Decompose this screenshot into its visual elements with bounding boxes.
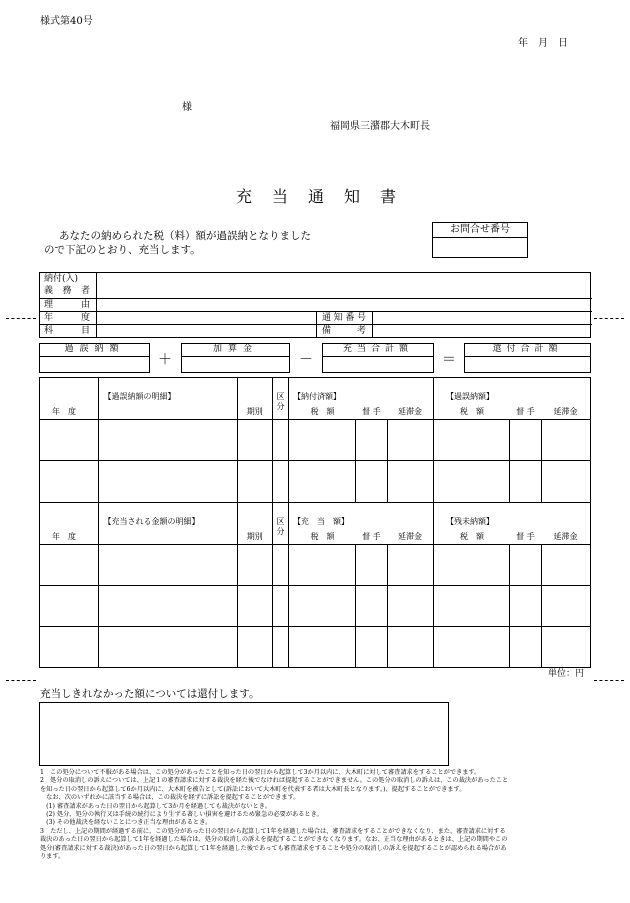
reason-label: 理由 xyxy=(44,300,90,310)
table-row xyxy=(40,545,591,586)
detail2-header-row xyxy=(40,503,591,545)
additional-amount-label: 加算金 xyxy=(182,344,289,357)
refund-box xyxy=(39,702,449,766)
detail2-applied-group xyxy=(288,503,433,545)
inquiry-label: お問合せ番号 xyxy=(433,223,527,238)
detail1-period-header: 期別 xyxy=(237,378,273,420)
detail2-remaining-group xyxy=(433,503,590,545)
detail2-dunning-header: 督 手 xyxy=(362,532,381,541)
detail1-tax2-header: 税 額 xyxy=(459,407,484,416)
detail2-period-header: 期別 xyxy=(237,503,273,545)
table-row xyxy=(40,627,591,668)
minus-sign: － xyxy=(299,352,313,368)
divider xyxy=(96,325,97,338)
divider xyxy=(96,312,97,325)
detail2-applied-header: 【充 当 額】 xyxy=(292,517,349,526)
issuer-name: 福岡県三潴郡大木町長 xyxy=(330,121,430,132)
remarks-label: 備考 xyxy=(322,326,366,336)
note-line: 3 ただし、上記の期間が経過する前に、この処分があった日の翌日から起算して1年を経過した場合は、審査請求をすることができなくなり、また、審査請求に対する xyxy=(40,827,506,835)
notice-number-label: 通知番号 xyxy=(322,313,366,323)
table-row xyxy=(40,420,591,461)
detail1-year-header: 年 度 xyxy=(40,378,99,420)
note-line: 裁決のあった日の翌日から起算して1年を経過した場合は、処分の取消しの訴えを提起することができなくなります。なお、正当な理由があるときは、上記の期間やこの xyxy=(40,836,508,844)
detail2-dunning2-header: 督 手 xyxy=(516,532,535,541)
detail1-dunning-header: 督 手 xyxy=(362,407,381,416)
detail2-late-fee2-header: 延滞金 xyxy=(553,532,578,541)
intro-line-1: あなたの納められた税（料）額が過誤納となりました xyxy=(59,230,311,242)
divider xyxy=(96,273,97,299)
equals-sign: ＝ xyxy=(442,352,456,368)
note-line: (3) その他裁決を経ないことにつき正当な理由があるとき。 xyxy=(40,819,212,827)
detail2-tax2-header: 税 額 xyxy=(459,532,484,541)
refund-total-box xyxy=(464,343,591,373)
detail1-paid-header: 【納付済額】 xyxy=(292,392,341,401)
applied-total-box xyxy=(322,343,434,373)
note-line: (2) 処分、処分の執行又は手続の続行により生ずる著しい損害を避けるため緊急の必要があるとき。 xyxy=(40,811,323,819)
detail1-tax-header: 税 額 xyxy=(310,407,335,416)
detail-table xyxy=(39,377,591,668)
detail1-late-fee-header: 延滞金 xyxy=(397,407,422,416)
payer-row xyxy=(40,273,592,299)
note-line: 2 処分の取消しの訴えについては、上記１の審査請求に対する裁決を経た後でなければ提起することができません。この処分の取消しの訴えは、この裁決があったこと xyxy=(40,777,509,785)
notes xyxy=(40,769,590,861)
detail2-category-header: 区分 xyxy=(273,503,289,545)
note-line: なお、次のいずれかに該当する場合は、この裁決を経ずに訴訟を提起することができます。 xyxy=(40,794,300,802)
note-line: ります。 xyxy=(40,853,65,861)
detail1-late-fee2-header: 延滞金 xyxy=(553,407,578,416)
note-line: (1) 審査請求があった日の翌日から起算して3か月を経過しても裁決がないとき。 xyxy=(40,802,271,810)
divider xyxy=(96,299,97,312)
item-label: 科目 xyxy=(44,326,90,336)
detail2-late-fee-header: 延滞金 xyxy=(397,532,422,541)
refund-note: 充当しきれなかった額については還付します。 xyxy=(40,688,260,700)
year-label: 年度 xyxy=(44,313,90,323)
note-line: 処分(審査請求に対する裁決)があった日の翌日から起算して1年を経過した後であっても審査請求をすることや処分の取消しの訴えを提起することが認められる場合があ xyxy=(40,844,507,852)
info-table xyxy=(39,272,591,338)
fold-mark xyxy=(6,680,36,681)
divider xyxy=(372,312,373,325)
additional-amount-box xyxy=(181,343,290,373)
fold-mark xyxy=(594,680,624,681)
item-row xyxy=(40,325,592,338)
note-line: 1 この処分について不服がある場合は、この処分があったことを知った日の翌日から起算して3か月以内に、大木町に対して審査請求をすることができます。 xyxy=(40,769,481,776)
detail2-remaining-header: 【残未納額】 xyxy=(445,517,494,526)
fold-mark xyxy=(594,318,624,319)
detail1-category-header: 区分 xyxy=(273,378,289,420)
inquiry-number xyxy=(433,238,527,258)
detail1-dunning2-header: 督 手 xyxy=(516,407,535,416)
detail1-header-row xyxy=(40,378,591,420)
detail1-overpaid-group xyxy=(433,378,590,420)
unit-label: 単位：円 xyxy=(548,669,585,679)
divider xyxy=(316,312,317,325)
intro-line-2: ので下記のとおり、充当します。 xyxy=(44,244,201,256)
detail1-overpaid-header: 【過誤納額】 xyxy=(445,392,494,401)
applied-total-label: 充当合計額 xyxy=(323,344,433,357)
divider xyxy=(316,325,317,338)
plus-sign: ＋ xyxy=(158,352,172,368)
table-row xyxy=(40,586,591,627)
addressee-suffix: 様 xyxy=(182,102,192,113)
refund-total-label: 還付合計額 xyxy=(465,344,590,357)
form-number: 様式第40号 xyxy=(40,16,93,27)
overpaid-amount-label: 過誤納額 xyxy=(40,344,149,357)
page-title: 充当通知書 xyxy=(236,187,417,206)
detail1-paid-group xyxy=(288,378,433,420)
detail2-tax-header: 税 額 xyxy=(310,532,335,541)
issue-date: 年 月 日 xyxy=(518,38,568,49)
payer-label: 納付(入) xyxy=(44,274,79,284)
detail2-breakdown-header: 【充当される金額の明細】 xyxy=(99,503,237,545)
divider xyxy=(372,325,373,338)
detail2-year-header: 年 度 xyxy=(40,503,99,545)
note-line: を知った日の翌日から起算して6か月以内に、大木町を被告として(訴訟において大木町を代表する者は大木町長となります。)、提起することができます。 xyxy=(40,785,466,793)
overpaid-amount-box xyxy=(39,343,150,373)
fold-mark xyxy=(6,318,36,319)
inquiry-box xyxy=(432,222,528,258)
detail1-breakdown-header: 【過誤納額の明細】 xyxy=(99,378,237,420)
table-row xyxy=(40,461,591,503)
obligor-label: 義務者 xyxy=(44,286,90,296)
reason-row xyxy=(40,299,592,312)
year-row xyxy=(40,312,592,325)
